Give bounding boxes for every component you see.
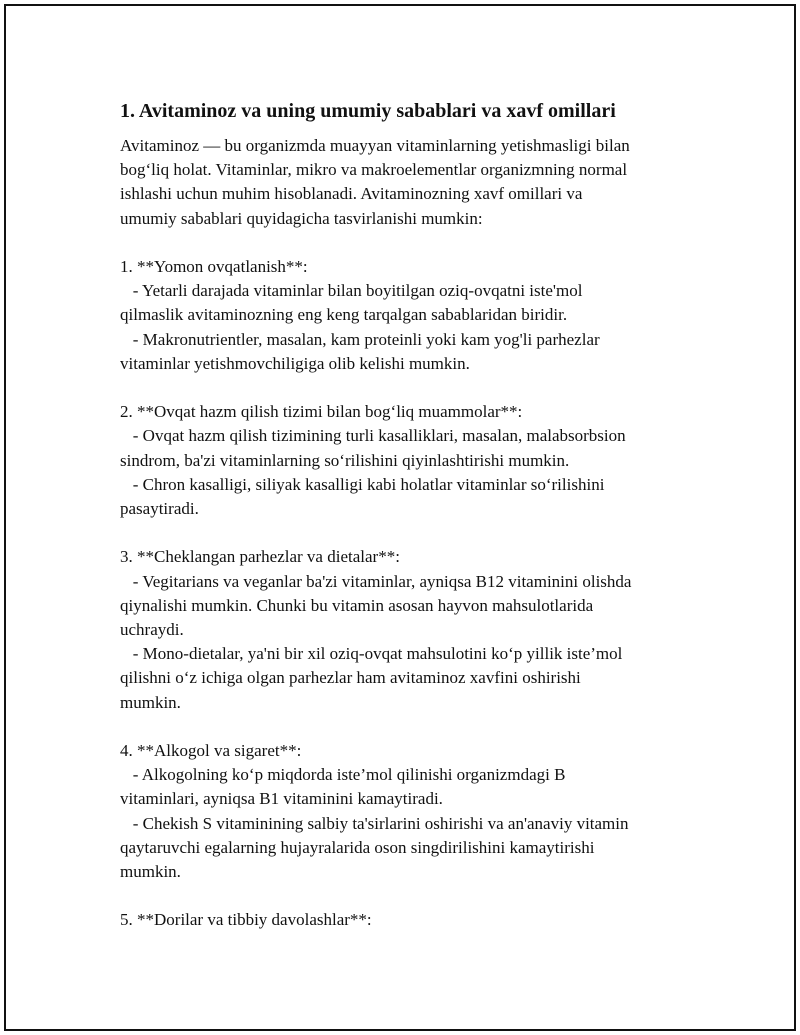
intro-line: bog‘liq holat. Vitaminlar, mikro va makroelementlar organizmning normal: [120, 160, 628, 180]
section-line: - Alkogolning ko‘p miqdorda iste’mol qilinishi organizmdagi B: [120, 765, 566, 785]
section-line: qaytaruvchi egalarning hujayralarida oson singdirilishini kamaytirishi: [120, 837, 595, 857]
section-line: mumkin.: [120, 862, 181, 882]
section-heading: 4. **Alkogol va sigaret**:: [120, 741, 302, 761]
section-heading: 1. **Yomon ovqatlanish**:: [120, 257, 308, 276]
document-body: [120, 98, 700, 933]
section-line: - Makronutrientler, masalan, kam proteinli yoki kam yog'li parhezlar: [120, 329, 600, 349]
section-3: [120, 545, 700, 714]
section-line: pasaytiradi.: [120, 499, 199, 519]
intro-paragraph: [120, 134, 700, 231]
section-line: qiynalishi mumkin. Chunki bu vitamin asosan hayvon mahsulotlarida: [120, 595, 594, 615]
section-line: qilmaslik avitaminozning eng keng tarqalgan sabablaridan biridir.: [120, 305, 568, 325]
section-1: [120, 255, 700, 376]
blank-line: [120, 715, 700, 739]
section-line: qilishni o‘z ichiga olgan parhezlar ham avitaminoz xavfini oshirishi: [120, 668, 581, 688]
section-line: - Chekish S vitaminining salbiy ta'sirlarini oshirishi va an'anaviy vitamin: [120, 813, 629, 833]
section-line: - Yetarli darajada vitaminlar bilan boyitilgan oziq-ovqatni iste'mol: [120, 281, 583, 301]
document-title: 1. Avitaminoz va uning umumiy sabablari va xavf omillari: [120, 100, 616, 122]
page-frame: [4, 4, 796, 1031]
section-line: vitaminlar yetishmovchiligiga olib kelishi mumkin.: [120, 353, 470, 373]
intro-line: Avitaminoz — bu organizmda muayyan vitaminlarning yetishmasligi bilan: [120, 136, 630, 155]
intro-line: ishlashi uchun muhim hisoblanadi. Avitaminozning xavf omillari va: [120, 184, 583, 204]
section-heading: 3. **Cheklangan parhezlar va dietalar**:: [120, 547, 400, 567]
section-line: - Vegitarians va veganlar ba'zi vitaminlar, ayniqsa B12 vitaminini olishda: [120, 571, 632, 591]
section-line: - Ovqat hazm qilish tizimining turli kasalliklari, masalan, malabsorbsion: [120, 426, 626, 446]
section-line: - Mono-dietalar, ya'ni bir xil oziq-ovqat mahsulotini ko‘p yillik iste’mol: [120, 644, 623, 664]
section-line: mumkin.: [120, 692, 181, 712]
blank-line: [120, 376, 700, 400]
section-5: [120, 908, 700, 932]
section-line: uchraydi.: [120, 620, 184, 640]
section-heading: 2. **Ovqat hazm qilish tizimi bilan bog‘liq muammolar**:: [120, 402, 523, 422]
section-line: sindrom, ba'zi vitaminlarning so‘rilishini qiyinlashtirishi mumkin.: [120, 450, 570, 470]
blank-line: [120, 521, 700, 545]
section-line: vitaminlari, ayniqsa B1 vitaminini kamaytiradi.: [120, 789, 443, 809]
blank-line: [120, 231, 700, 255]
intro-line: umumiy sabablari quyidagicha tasvirlanishi mumkin:: [120, 208, 483, 228]
blank-line: [120, 884, 700, 908]
section-line: - Chron kasalligi, siliyak kasalligi kabi holatlar vitaminlar so‘rilishini: [120, 474, 605, 494]
section-4: [120, 739, 700, 884]
section-heading: 5. **Dorilar va tibbiy davolashlar**:: [120, 910, 372, 930]
section-2: [120, 400, 700, 521]
